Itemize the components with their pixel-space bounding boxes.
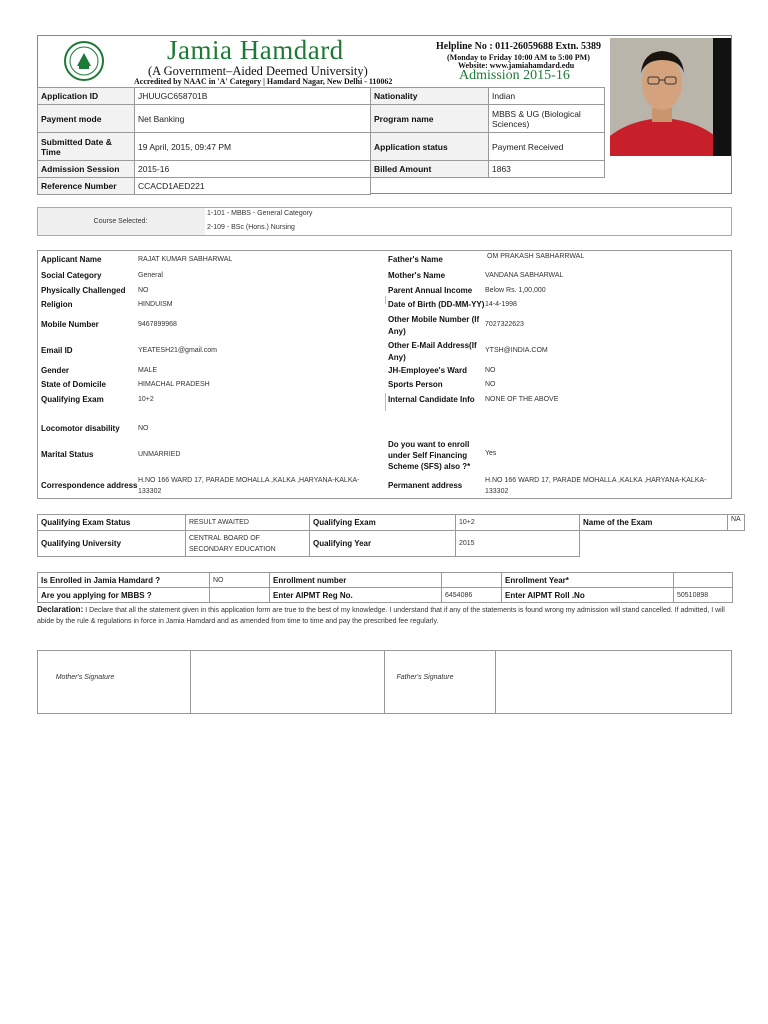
marital-label: Marital Status	[41, 450, 94, 459]
enrollment-table	[37, 572, 733, 603]
declaration	[37, 604, 732, 627]
university-subtitle: (A Government–Aided Deemed University)	[148, 64, 368, 78]
father-signature-space[interactable]	[495, 651, 731, 713]
payment-mode-label: Payment mode	[38, 105, 135, 133]
application-id-label: Application ID	[38, 88, 135, 105]
qualifying-exam2-value: 10+2	[456, 515, 580, 531]
qualifying-exam-label: Qualifying Exam	[41, 395, 104, 404]
sfs-label: Do you want to enroll under Self Financing Scheme (SFS) also ?*	[388, 440, 471, 471]
application-id-value: JHUUGC658701B	[135, 88, 371, 105]
nationality-label: Nationality	[371, 88, 489, 105]
applicant-photo	[610, 38, 715, 156]
declaration-label: Declaration:	[37, 605, 84, 614]
signature-box	[37, 650, 732, 714]
program-name-label: Program name	[371, 105, 489, 133]
father-name-label: Father's Name	[388, 255, 443, 264]
enrollment-number-label: Enrollment number	[270, 573, 442, 588]
submitted-label: Submitted Date & Time	[38, 133, 135, 161]
ward-label: JH-Employee's Ward	[388, 366, 467, 375]
email-label: Email ID	[41, 346, 73, 355]
university-logo	[63, 40, 105, 82]
locomotor-label: Locomotor disability	[41, 424, 120, 433]
mbbs-label: Are you applying for MBBS ?	[38, 588, 210, 603]
course-choice-1: 1-101 - MBBS - General Category	[207, 210, 313, 217]
ward-value: NO	[485, 367, 496, 374]
aipmt-roll-label: Enter AIPMT Roll .No	[502, 588, 674, 603]
helpline-hours: (Monday to Friday 10:00 AM to 5:00 PM)	[447, 53, 590, 62]
aipmt-reg-value: 6454086	[442, 588, 502, 603]
photo-border	[713, 38, 731, 156]
internal-candidate-value: NONE OF THE ABOVE	[485, 396, 559, 403]
qualifying-table	[37, 514, 745, 557]
status-value: Payment Received	[489, 133, 605, 161]
course-choice-2: 2-109 - BSc (Hons.) Nursing	[207, 224, 295, 231]
reference-label: Reference Number	[38, 178, 135, 195]
mother-signature-label: Mother's Signature	[55, 674, 115, 681]
website: Website: www.jamiahamdard.edu	[458, 61, 575, 70]
program-name-value: MBBS & UG (Biological Sciences)	[489, 105, 605, 133]
gender-label: Gender	[41, 366, 70, 375]
billed-value: 1863	[489, 161, 605, 178]
aipmt-reg-label: Enter AIPMT Reg No.	[270, 588, 442, 603]
summary-table	[37, 87, 605, 195]
declaration-text: I Declare that all the statement given in this application form are true to the best of my knowledge. I understand that if any of the statements is found wrong my admission will stand cancelled. If admitted, I will abide by the rule & regulations in force in Jamia Hamdard and as amended from time to time and pay the prescribed fee regularly.	[37, 607, 725, 625]
helpline: Helpline No : 011-26059688 Extn. 5389	[436, 41, 602, 52]
other-mobile-label: Other Mobile Number (If Any)	[388, 315, 480, 336]
sports-label: Sports Person	[388, 380, 443, 389]
qualifying-university-label: Qualifying University	[38, 531, 186, 557]
sfs-value: Yes	[485, 450, 497, 457]
qualifying-status-label: Qualifying Exam Status	[38, 515, 186, 531]
permanent-value: H.NO 166 WARD 17, PARADE MOHALLA ,KALKA ,HARYANA-KALKA-133302	[485, 477, 707, 495]
mother-signature-space[interactable]	[190, 651, 385, 713]
accreditation-line: Accredited by NAAC in 'A' Category | Hamdard Nagar, New Delhi - 110062	[134, 77, 393, 86]
father-signature-cell	[384, 651, 496, 713]
email-value: YEATESH21@gmail.com	[138, 347, 217, 354]
qualifying-exam-value: 10+2	[138, 396, 154, 403]
course-selected-values	[205, 208, 731, 235]
admission-year: Admission 2015-16	[459, 68, 570, 83]
other-mobile-value: 7027322623	[485, 321, 524, 328]
payment-mode-value: Net Banking	[135, 105, 371, 133]
mobile-label: Mobile Number	[41, 320, 99, 329]
physically-challenged-label: Physically Challenged	[41, 286, 126, 295]
nationality-value: Indian	[489, 88, 605, 105]
other-email-value: YTSH@INDIA.COM	[485, 347, 548, 354]
applicant-name-label: Applicant Name	[41, 255, 102, 264]
physically-challenged-value: NO	[138, 287, 149, 294]
enrollment-year-value	[674, 573, 733, 588]
applicant-details	[37, 250, 732, 499]
qualifying-university-value: CENTRAL BOARD OF SECONDARY EDUCATION	[186, 531, 310, 557]
enrolled-value: NO	[210, 573, 270, 588]
mbbs-value	[210, 588, 270, 603]
gender-value: MALE	[138, 367, 158, 374]
enrolled-label: Is Enrolled in Jamia Hamdard ?	[38, 573, 210, 588]
sports-value: NO	[485, 381, 496, 388]
other-email-label: Other E-Mail Address(If Any)	[388, 341, 477, 362]
dob-label: Date of Birth (DD-MM-YY)	[388, 300, 485, 309]
religion-value: HINDUISM	[138, 301, 173, 308]
mobile-value: 9467899968	[138, 321, 177, 328]
divider	[385, 393, 386, 411]
internal-candidate-label: Internal Candidate Info	[388, 395, 475, 404]
course-selected-box	[37, 207, 732, 236]
mother-signature-cell	[38, 651, 191, 713]
qualifying-exam2-label: Qualifying Exam	[310, 515, 456, 531]
exam-name-value: NA	[728, 515, 745, 531]
domicile-value: HIMACHAL PRADESH	[138, 381, 210, 388]
status-label: Application status	[371, 133, 489, 161]
qualifying-status-value: RESULT AWAITED	[186, 515, 310, 531]
aipmt-roll-value: 50510898	[674, 588, 733, 603]
divider	[385, 296, 386, 304]
exam-name-label: Name of the Exam	[580, 515, 728, 531]
empty-cell	[580, 531, 728, 557]
domicile-label: State of Domicile	[41, 380, 106, 389]
applicant-name-value: RAJAT KUMAR SABHARWAL	[138, 256, 233, 263]
father-name-value: OM PRAKASH SABHARRWAL	[487, 253, 585, 260]
reference-value: CCACD1AED221	[135, 178, 371, 195]
enrollment-number-value	[442, 573, 502, 588]
locomotor-value: NO	[138, 425, 149, 432]
correspondence-label: Correspondence address	[41, 481, 138, 490]
billed-label: Billed Amount	[371, 161, 489, 178]
submitted-value: 19 April, 2015, 09:47 PM	[135, 133, 371, 161]
religion-label: Religion	[41, 300, 73, 309]
income-value: Below Rs. 1,00,000	[485, 287, 546, 294]
income-label: Parent Annual Income	[388, 286, 473, 295]
dob-value: 14-4-1998	[485, 301, 517, 308]
qualifying-year-value: 2015	[456, 531, 580, 557]
qualifying-year-label: Qualifying Year	[310, 531, 456, 557]
course-selected-label: Course Selected:	[93, 218, 148, 225]
marital-value: UNMARRIED	[138, 451, 181, 458]
session-label: Admission Session	[38, 161, 135, 178]
mother-name-label: Mother's Name	[388, 271, 446, 280]
empty-cell	[728, 531, 745, 557]
university-name: Jamia Hamdard	[167, 35, 344, 65]
correspondence-value: H.NO 166 WARD 17, PARADE MOHALLA ,KALKA ,HARYANA-KALKA-133302	[138, 477, 360, 495]
social-category-label: Social Category	[41, 271, 102, 280]
session-value: 2015-16	[135, 161, 371, 178]
permanent-label: Permanent address	[388, 481, 463, 490]
social-category-value: General	[138, 272, 163, 279]
father-signature-label: Father's Signature	[396, 674, 454, 681]
enrollment-year-label: Enrollment Year*	[502, 573, 674, 588]
mother-name-value: VANDANA SABHARWAL	[485, 272, 564, 279]
